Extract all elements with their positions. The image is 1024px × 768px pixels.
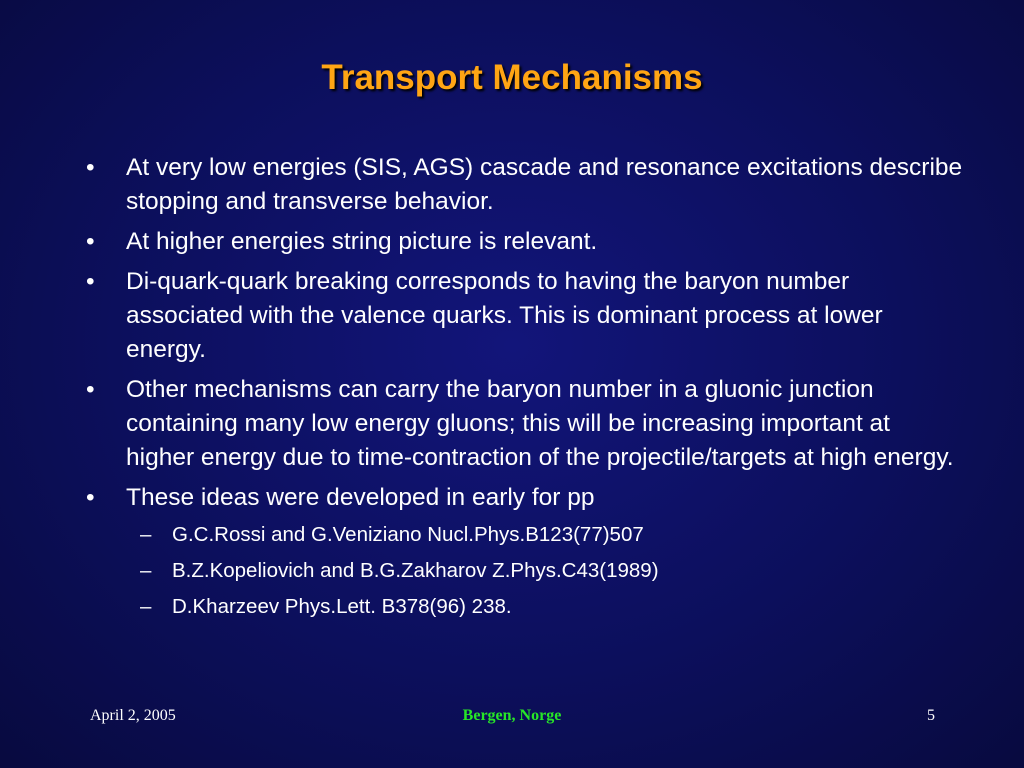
slide-title: Transport Mechanisms	[321, 58, 703, 97]
bullet-marker: •	[86, 154, 95, 181]
bullet-item	[84, 225, 964, 259]
bullet-text: At higher energies string picture is relevant.	[126, 228, 598, 255]
bullet-marker: •	[86, 376, 95, 403]
footer-location: Bergen, Norge	[462, 707, 562, 724]
reference-text: B.Z.Kopeliovich and B.G.Zakharov Z.Phys.C43(1989)	[172, 559, 659, 582]
reference-item	[126, 521, 964, 549]
dash-marker: –	[140, 595, 152, 618]
reference-item	[126, 593, 964, 621]
bullet-marker: •	[86, 484, 95, 511]
bullet-text: Di-quark-quark breaking corresponds to having the baryon number associated with the valence quarks. This is dominant process at lower energy.	[126, 268, 883, 363]
bullet-text: At very low energies (SIS, AGS) cascade and resonance excitations describe stopping and transverse behavior.	[126, 154, 963, 215]
bullet-marker: •	[86, 228, 95, 255]
footer-date: April 2, 2005	[90, 707, 176, 724]
bullet-text: These ideas were developed in early for pp	[126, 484, 595, 511]
bullet-item	[84, 151, 964, 219]
bullet-marker: •	[86, 268, 95, 295]
dash-marker: –	[140, 523, 152, 546]
reference-item	[126, 557, 964, 585]
bullet-list	[84, 151, 964, 629]
dash-marker: –	[140, 559, 152, 582]
bullet-item	[84, 373, 964, 475]
page-number: 5	[927, 707, 935, 724]
bullet-item	[84, 481, 964, 621]
reference-text: G.C.Rossi and G.Veniziano Nucl.Phys.B123(77)507	[172, 523, 644, 546]
bullet-item	[84, 265, 964, 367]
reference-text: D.Kharzeev Phys.Lett. B378(96) 238.	[172, 595, 512, 618]
bullet-text: Other mechanisms can carry the baryon number in a gluonic junction containing many low energy gluons; this will be increasing important at higher energy due to time-contraction of the projectile/targets at high energy.	[126, 376, 954, 471]
reference-list	[126, 521, 964, 621]
